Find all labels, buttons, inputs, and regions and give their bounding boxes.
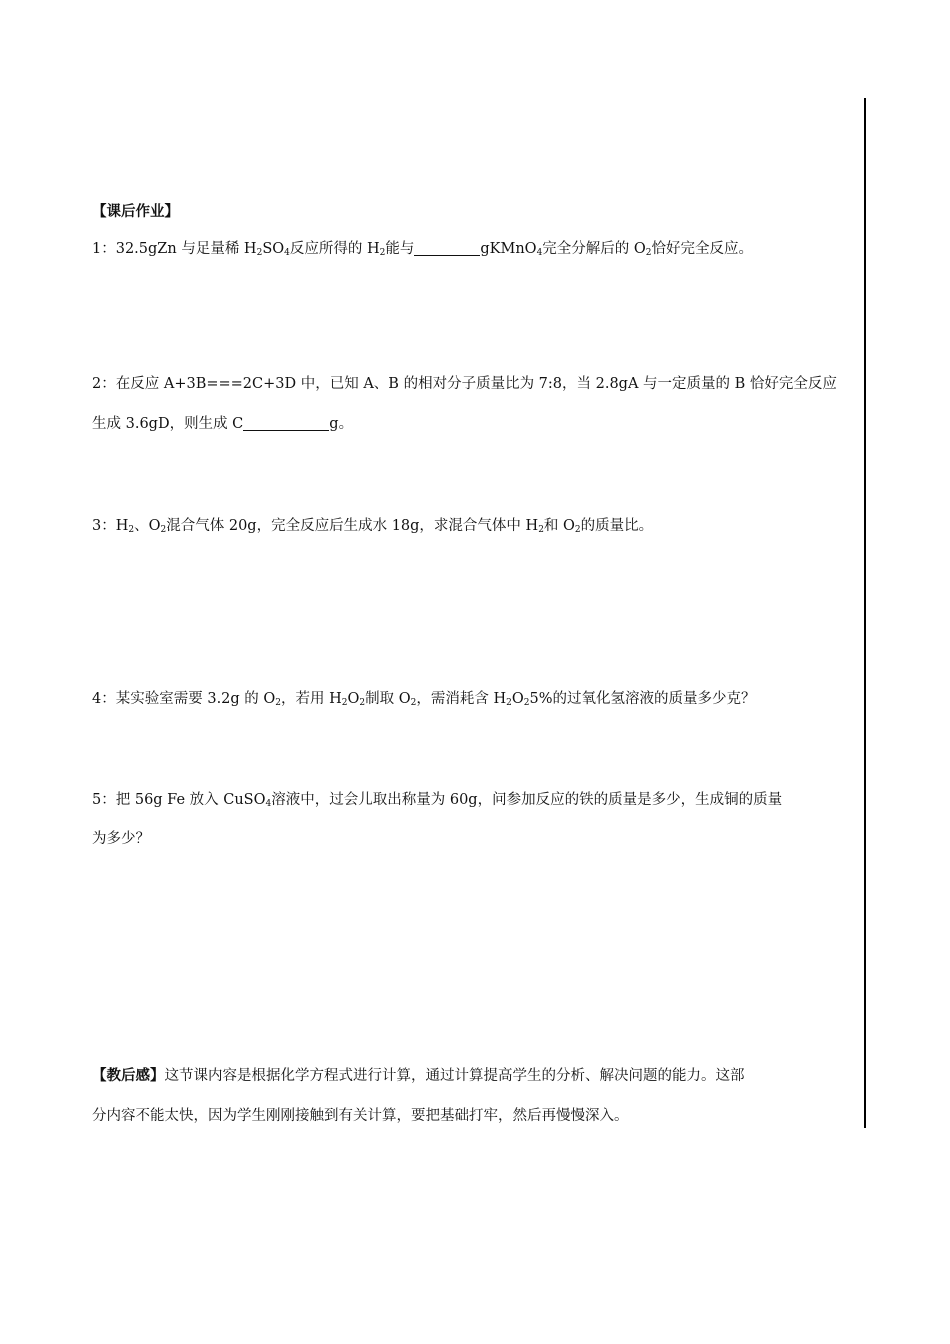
- question-5-number: 5：: [92, 792, 116, 808]
- question-4-number: 4：: [92, 691, 116, 707]
- question-4: 4：某实验室需要 3.2g 的 $O_2$，若用 $H_2O_2$制取 $O_2$，需消耗含 $H_2O_25\%$的过氧化氢溶液的质量多少克？: [92, 691, 756, 708]
- margin-rule: [864, 98, 866, 1128]
- reflection-line-2: 分内容不能太快，因为学生刚刚接触到有关计算，要把基础打牢，然后再慢慢深入。: [92, 1108, 629, 1124]
- reflection-heading: 【教后感】: [92, 1067, 165, 1084]
- question-3-number: 3：: [92, 518, 116, 534]
- question-5-line-1: 5：把 56g Fe 放入 CuSO$_4$溶液中，过会儿取出称量为 60g，问参加反应的铁的质量是多少，生成铜的质量: [92, 792, 783, 809]
- question-2-line-1: 2：在反应 A+3B===2C+3D 中，已知 A、B 的相对分子质量比为 7:8，当 2.8gA 与一定质量的 B 恰好完全反应: [92, 376, 837, 392]
- question-2-number: 2：: [92, 376, 116, 392]
- answer-blank-1: [414, 240, 480, 256]
- question-1-number: 1：: [92, 241, 116, 257]
- question-2-line-2: 生成 3.6gD，则生成 C g。: [92, 416, 354, 432]
- reflection-line-1: 【教后感】这节课内容是根据化学方程式进行计算，通过计算提高学生的分析、解决问题的能力。这部: [92, 1067, 745, 1084]
- question-3: 3：$H_2$、$O_2$混合气体 20g，完全反应后生成水 18g，求混合气体中 $H_2$和 $O_2$的质量比。: [92, 518, 654, 535]
- question-5-line-2: 为多少？: [92, 831, 150, 847]
- question-1: 1：32.5gZn 与足量稀 $H_2SO_4$反应所得的 $H_2$能与 gKMnO$_4$完全分解后的 $O_2$恰好完全反应。: [92, 241, 754, 258]
- homework-heading: 【课后作业】: [92, 203, 179, 220]
- answer-blank-2: [243, 415, 329, 431]
